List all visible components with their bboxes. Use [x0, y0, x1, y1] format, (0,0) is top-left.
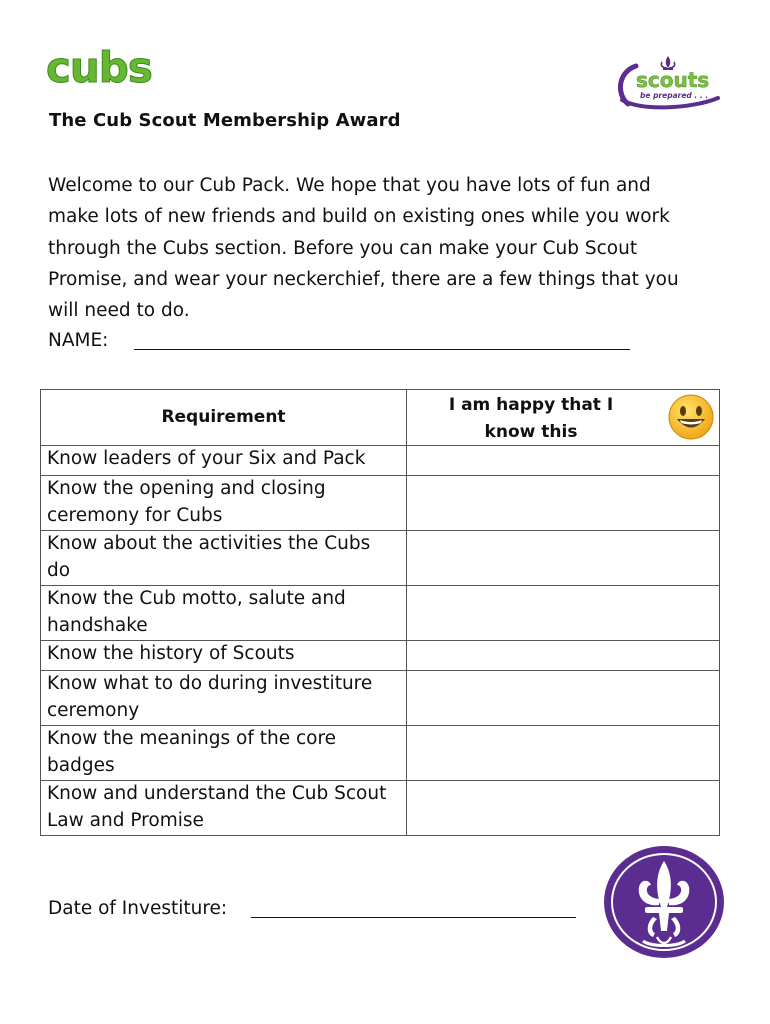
requirement-cell — [41, 781, 407, 836]
intro-line: through the Cubs section. Before you can make your Cub Scout — [48, 237, 638, 259]
happy-cell[interactable] — [407, 726, 720, 781]
smiley-face-icon — [666, 392, 716, 442]
date-of-investiture-line[interactable] — [251, 917, 576, 918]
requirement-cell — [41, 671, 407, 726]
requirement-cell — [41, 531, 407, 586]
requirement-line1: Know what to do during investiture — [47, 673, 373, 694]
happy-cell[interactable] — [407, 476, 720, 531]
header-happy-line1: I am happy that I — [448, 395, 614, 415]
intro-line: Promise, and wear your neckerchief, there are a few things that you — [48, 268, 679, 290]
cubs-logo-text: cubs — [46, 46, 152, 90]
requirement-cell — [41, 446, 407, 476]
header-requirement: Requirement — [41, 390, 407, 446]
requirement-line1: Know and understand the Cub Scout — [47, 783, 387, 804]
date-of-investiture-label: Date of Investiture: — [48, 898, 228, 919]
requirement-cell — [41, 641, 407, 671]
requirement-cell — [41, 586, 407, 641]
header-happy — [407, 390, 720, 446]
requirement-line1: Know about the activities the Cubs — [47, 533, 371, 554]
requirement-line1: Know the Cub motto, salute and — [47, 588, 346, 609]
requirement-line2: badges — [47, 754, 115, 776]
table-row — [41, 586, 720, 641]
name-field-line[interactable] — [134, 349, 630, 350]
requirement-line1: Know the meanings of the core — [47, 728, 337, 749]
requirement-line2: Law and Promise — [47, 809, 204, 831]
requirement-cell — [41, 726, 407, 781]
page-title: The Cub Scout Membership Award — [49, 110, 401, 131]
intro-line: Welcome to our Cub Pack. We hope that you have lots of fun and — [48, 175, 651, 196]
table-row — [41, 726, 720, 781]
requirements-table — [40, 389, 720, 836]
requirement-line1: Know the history of Scouts — [47, 643, 295, 664]
requirement-line2: ceremony — [47, 699, 140, 721]
requirement-line2: handshake — [47, 614, 148, 636]
happy-cell[interactable] — [407, 531, 720, 586]
table-row — [41, 446, 720, 476]
happy-cell[interactable] — [407, 586, 720, 641]
table-row — [41, 671, 720, 726]
happy-cell[interactable] — [407, 641, 720, 671]
scouts-logo — [614, 54, 724, 112]
table-header-row — [41, 390, 720, 446]
header-happy-line2: know this — [484, 421, 578, 442]
table-row — [41, 531, 720, 586]
table-row — [41, 641, 720, 671]
happy-cell[interactable] — [407, 446, 720, 476]
table-row — [41, 781, 720, 836]
happy-cell[interactable] — [407, 781, 720, 836]
fleur-de-lis-badge-icon — [603, 845, 725, 959]
intro-line: will need to do. — [48, 300, 190, 322]
requirement-line1: Know leaders of your Six and Pack — [47, 448, 366, 469]
cubs-logo — [44, 46, 166, 90]
scouts-logo-text: scouts — [636, 68, 710, 92]
requirement-cell — [41, 476, 407, 531]
scouts-logo-tagline: be prepared . . . — [640, 91, 709, 100]
table-row — [41, 476, 720, 531]
intro-paragraph — [48, 170, 728, 326]
requirement-line2: ceremony for Cubs — [47, 504, 223, 526]
intro-line: make lots of new friends and build on existing ones while you work — [48, 206, 670, 228]
name-label: NAME: — [48, 330, 109, 351]
requirement-line1: Know the opening and closing — [47, 478, 326, 499]
requirement-line2: do — [47, 559, 71, 581]
happy-cell[interactable] — [407, 671, 720, 726]
